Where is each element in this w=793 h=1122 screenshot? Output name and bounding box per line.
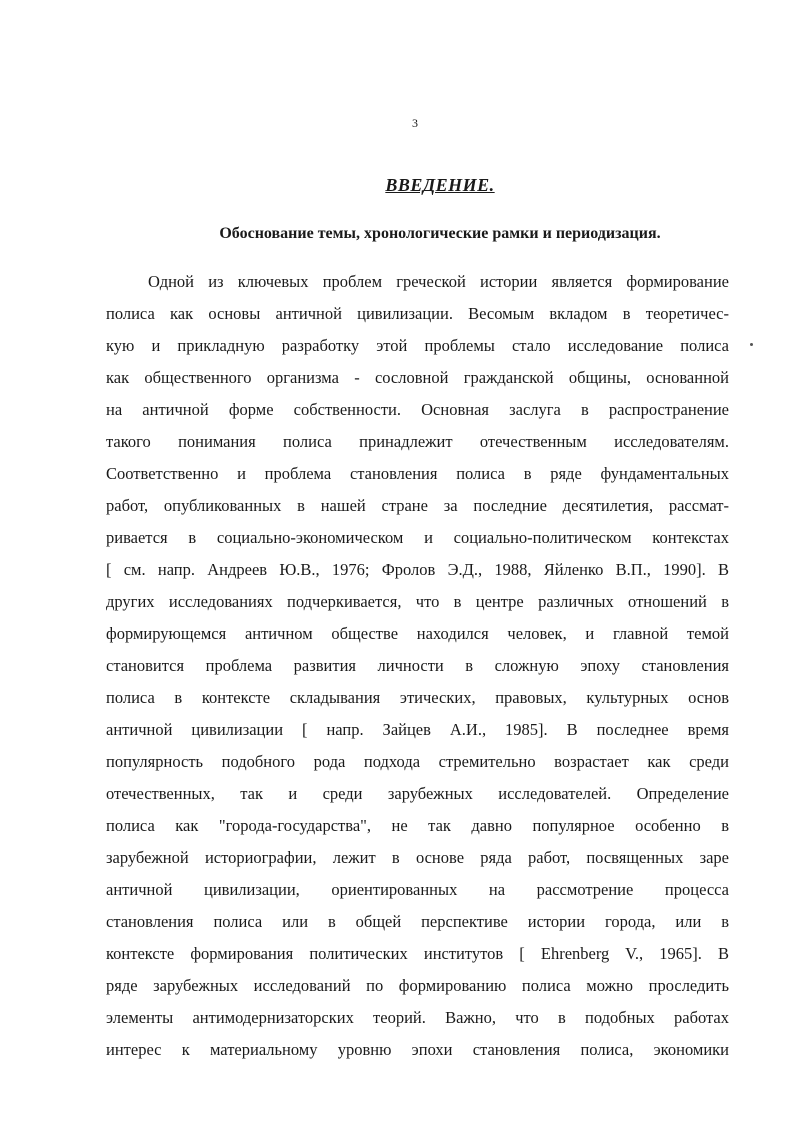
text-line: интерес к материальному уровню эпохи становления полиса, экономики <box>106 1040 729 1059</box>
text-line: Одной из ключевых проблем греческой истории является формирование <box>148 272 729 291</box>
text-line: такого понимания полиса принадлежит отечественным исследователям. <box>106 432 729 451</box>
text-line: ряде зарубежных исследований по формированию полиса можно проследить <box>106 976 729 995</box>
text-line: [ см. напр. Андреев Ю.В., 1976; Фролов Э.Д., 1988, Яйленко В.П., 1990]. В <box>106 560 729 579</box>
text-line: зарубежной историографии, лежит в основе ряда работ, посвященных заре <box>106 848 729 867</box>
text-line: других исследованиях подчеркивается, что в центре различных отношений в <box>106 592 729 611</box>
body-text <box>106 266 729 1066</box>
text-line: отечественных, так и среди зарубежных исследователей. Определение <box>106 784 729 803</box>
text-line: на античной форме собственности. Основная заслуга в распространение <box>106 400 729 419</box>
text-line: ривается в социально-экономическом и социально-политическом контекстах <box>106 528 729 547</box>
text-line: контексте формирования политических институтов [ Ehrenberg V., 1965]. В <box>106 944 729 963</box>
text-line: полиса в контексте складывания этических, правовых, культурных основ <box>106 688 729 707</box>
text-line: становится проблема развития личности в сложную эпоху становления <box>106 656 729 675</box>
text-line: античной цивилизации, ориентированных на рассмотрение процесса <box>106 880 729 899</box>
text-line: популярность подобного рода подхода стремительно возрастает как среди <box>106 752 729 771</box>
section-subheading: Обоснование темы, хронологические рамки и периодизация. <box>219 225 661 242</box>
page-number: 3 <box>412 116 418 130</box>
text-line: работ, опубликованных в нашей стране за последние десятилетия, рассмат- <box>106 496 729 515</box>
scan-speck <box>750 343 753 346</box>
section-heading: ВВЕДЕНИЕ. <box>385 175 495 195</box>
text-line: античной цивилизации [ напр. Зайцев А.И., 1985]. В последнее время <box>106 720 729 739</box>
text-line: формирующемся античном обществе находился человек, и главной темой <box>106 624 729 643</box>
text-line: элементы антимодернизаторских теорий. Важно, что в подобных работах <box>106 1008 729 1027</box>
text-line: кую и прикладную разработку этой проблемы стало исследование полиса <box>106 336 729 355</box>
text-line: становления полиса или в общей перспективе истории города, или в <box>106 912 729 931</box>
text-line: Соответственно и проблема становления полиса в ряде фундаментальных <box>106 464 729 483</box>
text-line: полиса как "города-государства", не так давно популярное особенно в <box>106 816 729 835</box>
text-line: полиса как основы античной цивилизации. Весомым вкладом в теоретичес- <box>106 304 729 323</box>
text-line: как общественного организма - сословной гражданской общины, основанной <box>106 368 729 387</box>
